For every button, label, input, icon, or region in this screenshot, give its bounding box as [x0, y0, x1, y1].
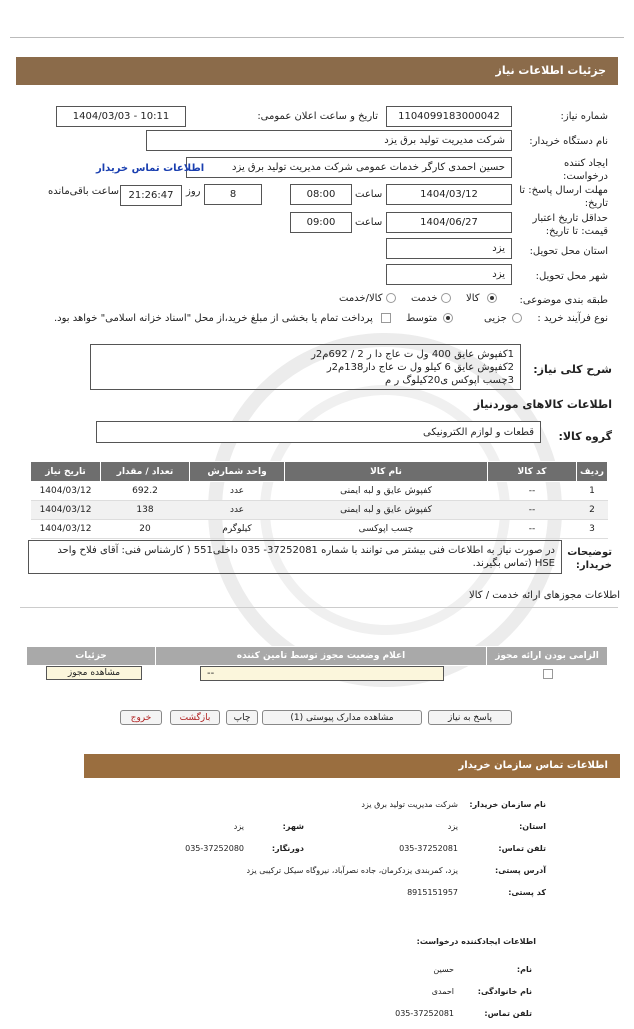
creator-family: احمدی	[431, 987, 454, 996]
goods-group-label: گروه کالا:	[558, 430, 612, 443]
attachments-button[interactable]: مشاهده مدارک پیوستی (1)	[262, 710, 422, 725]
table-row	[31, 501, 608, 520]
cell-unit: کیلوگرم	[190, 520, 285, 539]
table-row	[31, 520, 608, 539]
remaining-label: ساعت باقی‌مانده	[48, 186, 120, 197]
lic-col-required: الزامی بودن ارائه مجوز	[487, 647, 608, 666]
buyer-org-field[interactable]: شرکت مدیریت تولید برق یزد	[146, 130, 512, 151]
back-button[interactable]: بازگشت	[170, 710, 220, 725]
creator-phone: 035-37252081	[395, 1009, 454, 1018]
category-radio-service[interactable]	[441, 293, 451, 303]
contact-fax-label: دورنگار:	[271, 844, 304, 853]
announce-field[interactable]: 1404/03/03 - 10:11	[56, 106, 186, 127]
cell-unit: عدد	[190, 482, 285, 501]
province-label: استان محل تحویل:	[529, 246, 608, 257]
cell-date: 1404/03/12	[31, 520, 101, 539]
price-validity-label: حداقل تاریخ اعتبار قیمت: تا تاریخ:	[532, 213, 608, 237]
price-date-field[interactable]: 1404/06/27	[386, 212, 512, 233]
buyer-org-label: نام دستگاه خریدار:	[529, 136, 608, 147]
city-field[interactable]: یزد	[386, 264, 512, 285]
lic-col-details: جزئیات	[27, 647, 156, 666]
summary-line-1: 1کفپوش عایق 400 ول ت عاج دا ر 2 / 692م2ر	[311, 349, 514, 360]
cell-name: چسب اپوکسی	[285, 520, 488, 539]
licenses-table	[26, 646, 608, 666]
creator-label: ایجاد کننده درخواست:	[563, 158, 608, 182]
cell-code: --	[488, 520, 577, 539]
price-time-field[interactable]: 09:00	[290, 212, 352, 233]
cell-name: کفپوش عایق و لبه ایمنی	[285, 482, 488, 501]
summary-label: شرح کلی نیاز:	[533, 363, 612, 376]
creator-family-label: نام خانوادگی:	[477, 987, 532, 996]
contact-postal-label: کد پستی:	[508, 888, 546, 897]
cell-row: 3	[577, 520, 608, 539]
creator-info-title: اطلاعات ایجادکننده درخواست:	[416, 937, 536, 946]
city-label: شهر محل تحویل:	[535, 271, 608, 282]
col-name: نام کالا	[285, 462, 488, 482]
cell-row: 1	[577, 482, 608, 501]
cell-qty: 692.2	[101, 482, 190, 501]
process-option-medium: متوسط	[406, 313, 438, 324]
contact-title: اطلاعات تماس سازمان خریدار	[84, 754, 620, 778]
process-radio-minor[interactable]	[512, 313, 522, 323]
need-number-label: شماره نیاز:	[560, 111, 608, 122]
need-number-field[interactable]: 1104099183000042	[386, 106, 512, 127]
page-title: جزئیات اطلاعات نیاز	[16, 57, 618, 85]
lic-col-status: اعلام وضعیت مجوز توسط تامین کننده	[156, 647, 487, 666]
cell-date: 1404/03/12	[31, 501, 101, 520]
buyer-contact-link[interactable]: اطلاعات تماس خریدار	[96, 163, 205, 174]
province-field[interactable]: یزد	[386, 238, 512, 259]
contact-org: شرکت مدیریت تولید برق یزد	[361, 800, 458, 809]
contact-org-label: نام سازمان خریدار:	[469, 800, 546, 809]
creator-name: حسین	[433, 965, 454, 974]
category-radio-both[interactable]	[386, 293, 396, 303]
category-radio-goods[interactable]	[487, 293, 497, 303]
view-license-button[interactable]: مشاهده مجوز	[46, 666, 142, 680]
days-field[interactable]: 8	[204, 184, 262, 205]
col-code: کد کالا	[488, 462, 577, 482]
license-required-checkbox[interactable]	[543, 669, 553, 679]
contact-phone-label: تلفن تماس:	[498, 844, 546, 853]
contact-postal: 8915151957	[407, 888, 458, 897]
cell-row: 2	[577, 501, 608, 520]
contact-province-label: استان:	[519, 822, 546, 831]
process-radio-medium[interactable]	[443, 313, 453, 323]
buyer-notes-label: توضیحات خریدار:	[567, 547, 612, 571]
goods-section-title: اطلاعات کالاهای موردنیاز	[473, 398, 612, 411]
col-date: تاریخ نیاز	[31, 462, 101, 482]
day-label: روز	[186, 186, 201, 197]
price-time-label: ساعت	[355, 217, 383, 228]
exit-button[interactable]: خروج	[120, 710, 162, 725]
summary-line-2: 2کفپوش عایق 6 کیلو ول ت عاج دار138م2ر	[326, 362, 514, 373]
remaining-time-field[interactable]: 21:26:47	[120, 185, 182, 206]
category-option-both: کالا/خدمت	[339, 293, 383, 304]
buyer-notes-box: در صورت نیاز به اطلاعات فنی بیشتر می توانند با شماره 37252081- 035 داخلی551 ( کارشناس فنی: آقای فلاح واحد HSE (تماس بگیرند.	[28, 540, 562, 574]
col-qty: تعداد / مقدار	[101, 462, 190, 482]
contact-city-label: شهر:	[282, 822, 304, 831]
license-status-field[interactable]: --	[200, 666, 444, 681]
print-button[interactable]: چاپ	[226, 710, 258, 725]
contact-address: یزد، کمربندی یزدکرمان، جاده نصرآباد، نیروگاه سیکل ترکیبی یزد	[246, 866, 458, 875]
category-option-goods: کالا	[466, 293, 480, 304]
cell-qty: 138	[101, 501, 190, 520]
contact-fax: 035-37252080	[185, 844, 244, 853]
col-unit: واحد شمارش	[190, 462, 285, 482]
goods-group-field[interactable]: قطعات و لوازم الکترونیکی	[96, 421, 541, 443]
contact-city: یزد	[233, 822, 244, 831]
cell-unit: عدد	[190, 501, 285, 520]
cell-date: 1404/03/12	[31, 482, 101, 501]
cell-code: --	[488, 501, 577, 520]
contact-province: یزد	[447, 822, 458, 831]
cell-qty: 20	[101, 520, 190, 539]
category-option-service: خدمت	[411, 293, 438, 304]
creator-field[interactable]: حسین احمدی کارگر خدمات عمومی شرکت مدیریت تولید برق یزد	[186, 157, 512, 178]
contact-phone: 035-37252081	[399, 844, 458, 853]
summary-box	[90, 344, 521, 390]
announce-label: تاریخ و ساعت اعلان عمومی:	[257, 111, 378, 122]
summary-line-3: 3چسب اپوکس ی20کیلوگ ر م	[384, 375, 514, 386]
table-row	[31, 482, 608, 501]
process-option-minor: جزیی	[484, 313, 507, 324]
reply-time-label: ساعت	[355, 189, 383, 200]
licenses-title: اطلاعات مجوزهای ارائه خدمت / کالا	[469, 590, 620, 601]
treasury-checkbox[interactable]	[381, 313, 391, 323]
process-label: نوع فرآیند خرید :	[537, 313, 608, 324]
contact-address-label: آدرس پستی:	[495, 866, 546, 875]
reply-deadline-label: مهلت ارسال پاسخ: تا تاریخ:	[519, 185, 608, 209]
reply-date-field[interactable]: 1404/03/12	[386, 184, 512, 205]
creator-phone-label: تلفن تماس:	[484, 1009, 532, 1018]
goods-table	[30, 461, 608, 539]
cell-code: --	[488, 482, 577, 501]
cell-name: کفپوش عایق و لبه ایمنی	[285, 501, 488, 520]
payment-note: پرداخت تمام یا بخشی از مبلغ خرید،از محل "اسناد خزانه اسلامی" خواهد بود.	[54, 313, 373, 324]
col-row: ردیف	[577, 462, 608, 482]
reply-time-field[interactable]: 08:00	[290, 184, 352, 205]
category-label: طبقه بندی موضوعی:	[519, 295, 608, 306]
reply-button[interactable]: پاسخ به نیاز	[428, 710, 512, 725]
creator-name-label: نام:	[516, 965, 532, 974]
